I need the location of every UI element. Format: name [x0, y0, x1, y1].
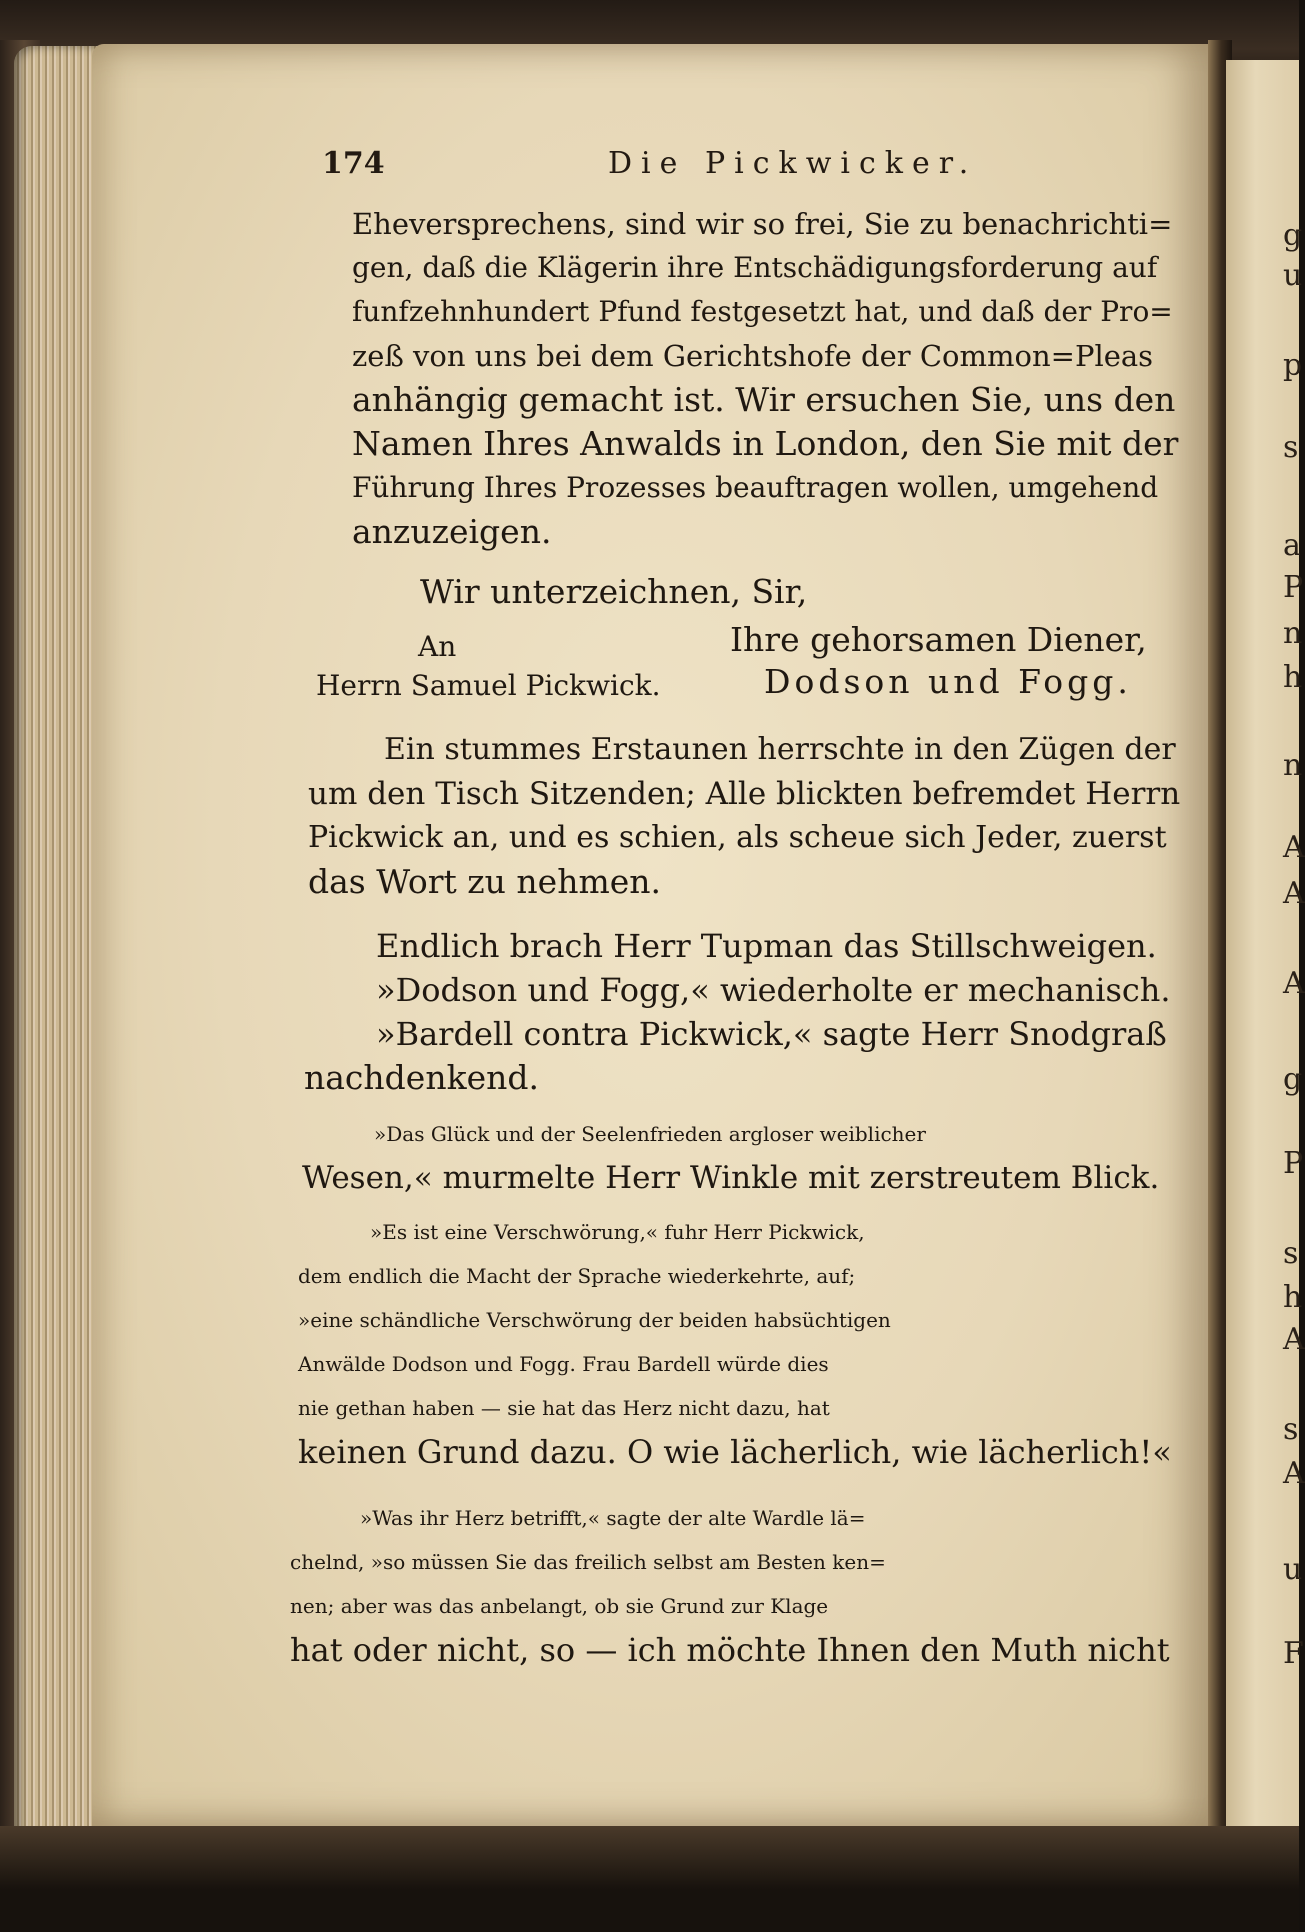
margin-letter: u	[1283, 258, 1303, 293]
letter-body	[352, 202, 1179, 554]
text-line: zeß von uns bei dem Gerichtshofe der Common=Pleas	[352, 339, 1154, 373]
margin-letter: A	[1283, 830, 1305, 865]
addressee-prefix: An	[418, 630, 457, 663]
complimentary-close: Ihre gehorsamen Diener,	[730, 620, 1147, 659]
text-line: keinen Grund dazu. O wie lächerlich, wie lächerlich!«	[298, 1433, 1172, 1471]
signature: Dodson und Fogg.	[764, 662, 1132, 701]
page-number: 174	[322, 146, 385, 181]
margin-letter: s	[1283, 1412, 1299, 1447]
text-line: um den Tisch Sitzenden; Alle blickten befremdet Herrn	[308, 776, 1181, 812]
paragraph	[298, 1210, 1172, 1474]
margin-letter: A	[1283, 1322, 1305, 1357]
text-line: anhängig gemacht ist. Wir ersuchen Sie, uns den	[352, 380, 1176, 419]
text-line: »Das Glück und der Seelenfrieden argloser weiblicher	[374, 1122, 926, 1146]
margin-letter: g	[1283, 1062, 1303, 1097]
page-edges	[14, 46, 104, 1876]
margin-letter: p	[1283, 348, 1303, 383]
margin-letter: P	[1283, 570, 1304, 605]
text-line: anzuzeigen.	[352, 512, 552, 551]
bottom-shadow	[0, 1826, 1299, 1932]
paragraph	[376, 968, 1171, 1012]
margin-letter: a	[1283, 528, 1301, 563]
paragraph	[308, 728, 1181, 904]
text-line: dem endlich die Macht der Sprache wiederkehrte, auf;	[298, 1264, 856, 1288]
text-line: Pickwick an, und es schien, als scheue sich Jeder, zuerst	[308, 820, 1167, 855]
text-line: Endlich brach Herr Tupman das Stillschweigen.	[376, 927, 1157, 965]
text-line: nachdenkend.	[304, 1058, 539, 1097]
text-line: nie gethan haben — sie hat das Herz nicht dazu, hat	[298, 1396, 830, 1420]
margin-letter: h	[1283, 660, 1303, 695]
text-line: nen; aber was das anbelangt, ob sie Grund zur Klage	[290, 1594, 829, 1618]
paragraph	[302, 1112, 1159, 1200]
margin-letter: s	[1283, 1236, 1299, 1271]
margin-letter: A	[1283, 1456, 1305, 1491]
margin-letter: A	[1283, 966, 1305, 1001]
paragraph	[304, 1012, 1167, 1100]
text-line: Wesen,« murmelte Herr Winkle mit zerstreutem Blick.	[302, 1160, 1160, 1196]
margin-letter: s	[1283, 430, 1299, 465]
margin-letter: P	[1283, 1146, 1304, 1181]
margin-letter: h	[1283, 1280, 1303, 1315]
margin-letter: n	[1283, 748, 1303, 783]
text-line: »Es ist eine Verschwörung,« fuhr Herr Pickwick,	[370, 1220, 865, 1244]
text-line: funfzehnhundert Pfund festgesetzt hat, und daß der Pro=	[352, 295, 1173, 328]
text-line: chelnd, »so müssen Sie das freilich selbst am Besten ken=	[290, 1550, 886, 1574]
text-line: Anwälde Dodson und Fogg. Frau Bardell würde dies	[298, 1352, 829, 1376]
margin-letter: u	[1283, 1552, 1303, 1587]
text-line: »Bardell contra Pickwick,« sagte Herr Snodgraß	[376, 1015, 1167, 1053]
text-line: hat oder nicht, so — ich möchte Ihnen den Muth nicht	[290, 1631, 1170, 1669]
text-line: Namen Ihres Anwalds in London, den Sie mit der	[352, 424, 1179, 463]
text-line: »eine schändliche Verschwörung der beiden habsüchtigen	[298, 1308, 891, 1332]
addressee: Herrn Samuel Pickwick.	[316, 669, 661, 702]
margin-letter: A	[1283, 876, 1305, 911]
margin-letter: n	[1283, 616, 1303, 651]
running-title: Die Pickwicker.	[608, 146, 978, 181]
margin-letter: g	[1283, 218, 1303, 253]
text-line: »Dodson und Fogg,« wiederholte er mechanisch.	[376, 971, 1171, 1009]
page-header	[322, 146, 1162, 196]
text-line: »Was ihr Herz betrifft,« sagte der alte Wardle lä=	[360, 1506, 866, 1530]
text-line: Führung Ihres Prozesses beauftragen wollen, umgehend	[352, 471, 1159, 504]
paragraph	[290, 1496, 1170, 1672]
text-line: Eheversprechens, sind wir so frei, Sie zu benachrichti=	[352, 207, 1173, 241]
text-line: Ein stummes Erstaunen herrschte in den Zügen der	[384, 732, 1176, 767]
margin-letter: F	[1283, 1636, 1304, 1671]
paragraph	[376, 924, 1157, 968]
text-line: das Wort zu nehmen.	[308, 862, 662, 901]
text-line: gen, daß die Klägerin ihre Entschädigungsforderung auf	[352, 251, 1158, 284]
letter-closing: Wir unterzeichnen, Sir,	[420, 572, 808, 611]
